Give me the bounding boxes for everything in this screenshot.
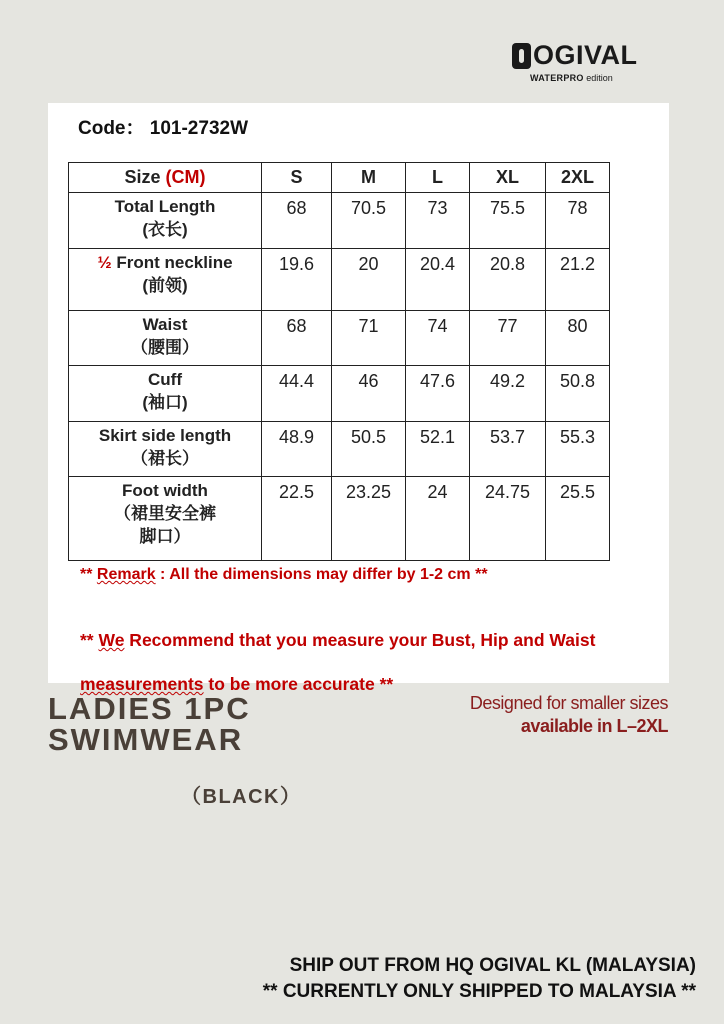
brand-sub-bold: WATERPRO bbox=[530, 73, 584, 83]
table-row bbox=[69, 422, 610, 477]
table-header-row bbox=[69, 163, 610, 193]
table-cell: 77 bbox=[470, 311, 546, 366]
table-cell: 71 bbox=[332, 311, 406, 366]
table-cell: 47.6 bbox=[406, 366, 470, 422]
table-row bbox=[69, 366, 610, 422]
shipping-line2: ** CURRENTLY ONLY SHIPPED TO MALAYSIA ** bbox=[262, 980, 696, 1002]
table-cell: 78 bbox=[546, 193, 610, 249]
table-cell: 73 bbox=[406, 193, 470, 249]
ogival-logo-icon bbox=[512, 43, 531, 69]
table-cell: 75.5 bbox=[470, 193, 546, 249]
table-cell: 22.5 bbox=[262, 477, 332, 561]
header-m: M bbox=[332, 163, 406, 193]
table-cell: 20 bbox=[332, 249, 406, 311]
table-cell: 55.3 bbox=[546, 422, 610, 477]
brand-sub-light: edition bbox=[586, 73, 613, 83]
header-s: S bbox=[262, 163, 332, 193]
row-label-skirt-side-length: Skirt side length （裙长） bbox=[69, 422, 262, 477]
table-cell: 74 bbox=[406, 311, 470, 366]
table-cell: 80 bbox=[546, 311, 610, 366]
table-row bbox=[69, 193, 610, 249]
header-size: Size (CM) bbox=[69, 163, 262, 193]
table-cell: 19.6 bbox=[262, 249, 332, 311]
table-cell: 50.5 bbox=[332, 422, 406, 477]
table-row bbox=[69, 477, 610, 561]
table-cell: 52.1 bbox=[406, 422, 470, 477]
table-row bbox=[69, 311, 610, 366]
header-l: L bbox=[406, 163, 470, 193]
header-xl: XL bbox=[470, 163, 546, 193]
header-2xl: 2XL bbox=[546, 163, 610, 193]
table-cell: 25.5 bbox=[546, 477, 610, 561]
product-title-line2: SWIMWEAR bbox=[48, 722, 244, 757]
table-cell: 53.7 bbox=[470, 422, 546, 477]
product-color: （BLACK） bbox=[181, 786, 302, 808]
table-cell: 21.2 bbox=[546, 249, 610, 311]
header-unit: (CM) bbox=[165, 167, 206, 188]
table-cell: 24 bbox=[406, 477, 470, 561]
table-cell: 68 bbox=[262, 193, 332, 249]
table-row bbox=[69, 249, 610, 311]
shipping-info bbox=[263, 953, 696, 1004]
table-cell: 48.9 bbox=[262, 422, 332, 477]
table-cell: 50.8 bbox=[546, 366, 610, 422]
brand-name: OGIVAL bbox=[533, 40, 638, 70]
row-label-waist: Waist （腰围） bbox=[69, 311, 262, 366]
table-cell: 49.2 bbox=[470, 366, 546, 422]
table-cell: 20.4 bbox=[406, 249, 470, 311]
size-availability-note bbox=[470, 692, 668, 737]
size-chart-card bbox=[48, 103, 669, 694]
note-line2: available in L–2XL bbox=[520, 715, 668, 736]
product-title bbox=[48, 693, 251, 755]
row-label-front-neckline: ½ Front neckline (前领) bbox=[69, 249, 262, 311]
table-cell: 23.25 bbox=[332, 477, 406, 561]
shipping-line1: SHIP OUT FROM HQ OGIVAL KL (MALAYSIA) bbox=[289, 955, 696, 976]
table-cell: 44.4 bbox=[262, 366, 332, 422]
table-cell: 20.8 bbox=[470, 249, 546, 311]
row-label-foot-width: Foot width （裙里安全裤 脚口） bbox=[69, 477, 262, 561]
product-code: Code： 101-2732W bbox=[78, 118, 249, 139]
brand-edition bbox=[530, 73, 662, 83]
table-cell: 24.75 bbox=[470, 477, 546, 561]
table-cell: 68 bbox=[262, 311, 332, 366]
row-label-total-length: Total Length (衣长) bbox=[69, 193, 262, 249]
note-line1: Designed for smaller sizes bbox=[469, 693, 668, 713]
recommend-note: ** We Recommend that you measure your Bust, Hip and Waist measurements to be more accurate ** bbox=[80, 630, 596, 694]
table-cell: 46 bbox=[332, 366, 406, 422]
remark-word: Remark bbox=[96, 566, 156, 583]
half-icon: ½ bbox=[97, 253, 112, 272]
product-title-line1: LADIES 1PC bbox=[48, 691, 251, 726]
row-label-cuff: Cuff (袖口) bbox=[69, 366, 262, 422]
remark-note: ** Remark : All the dimensions may differ by 1-2 cm ** bbox=[80, 566, 488, 583]
size-table bbox=[68, 162, 610, 561]
table-cell: 70.5 bbox=[332, 193, 406, 249]
brand-logo bbox=[512, 42, 662, 83]
